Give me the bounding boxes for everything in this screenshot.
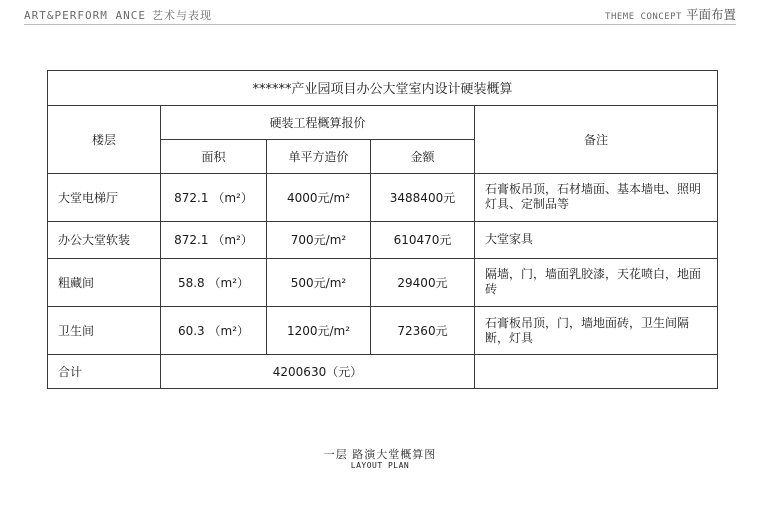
cell-note: 石膏板吊顶，石材墙面、基本墙电、照明灯具、定制品等	[475, 173, 718, 221]
total-note-empty	[475, 355, 718, 389]
cell-note: 隔墙，门，墙面乳胶漆，天花喷白，地面砖	[475, 258, 718, 306]
caption-cn: 一层 路演大堂概算图	[323, 448, 437, 461]
header-right-en: THEME CONCEPT	[605, 12, 682, 22]
cell-area: 872.1 （m²）	[161, 173, 267, 221]
header-left-en: ART&PERFORM ANCE	[24, 9, 146, 22]
cell-amount: 610470元	[371, 221, 475, 258]
cell-floor: 卫生间	[48, 307, 161, 355]
col-header-unit-price: 单平方造价	[267, 139, 371, 173]
table-row	[48, 258, 718, 306]
cell-unit-price: 1200元/m²	[267, 307, 371, 355]
col-header-area: 面积	[161, 139, 267, 173]
col-header-group: 硬装工程概算报价	[161, 105, 475, 139]
total-value: 4200630（元）	[161, 355, 475, 389]
caption-en: LAYOUT PLAN	[350, 461, 410, 470]
total-row	[48, 355, 718, 389]
cell-amount: 72360元	[371, 307, 475, 355]
cell-unit-price: 500元/m²	[267, 258, 371, 306]
total-label: 合计	[48, 355, 161, 389]
table-row	[48, 221, 718, 258]
budget-table	[47, 70, 718, 389]
cell-unit-price: 4000元/m²	[267, 173, 371, 221]
col-header-amount: 金额	[371, 139, 475, 173]
cell-floor: 办公大堂软装	[48, 221, 161, 258]
header-divider	[24, 24, 736, 25]
cell-floor: 大堂电梯厅	[48, 173, 161, 221]
header-row-1	[48, 105, 718, 139]
cell-note: 石膏板吊顶，门，墙地面砖，卫生间隔断，灯具	[475, 307, 718, 355]
cell-area: 58.8 （m²）	[161, 258, 267, 306]
cell-note: 大堂家具	[475, 221, 718, 258]
header-right-cn: 平面布置	[685, 7, 736, 22]
table-row	[48, 307, 718, 355]
header-right	[605, 5, 736, 23]
cell-unit-price: 700元/m²	[267, 221, 371, 258]
cell-area: 60.3 （m²）	[161, 307, 267, 355]
table-row	[48, 173, 718, 221]
col-header-note: 备注	[475, 105, 718, 173]
cell-floor: 粗藏间	[48, 258, 161, 306]
table-title: ******产业园项目办公大堂室内设计硬装概算	[48, 71, 718, 106]
cell-amount: 3488400元	[371, 173, 475, 221]
header-left	[24, 7, 212, 23]
cell-amount: 29400元	[371, 258, 475, 306]
col-header-floor: 楼层	[48, 105, 161, 173]
cell-area: 872.1 （m²）	[161, 221, 267, 258]
table-title-row	[48, 71, 718, 106]
header-left-cn: 艺术与表现	[151, 9, 212, 22]
